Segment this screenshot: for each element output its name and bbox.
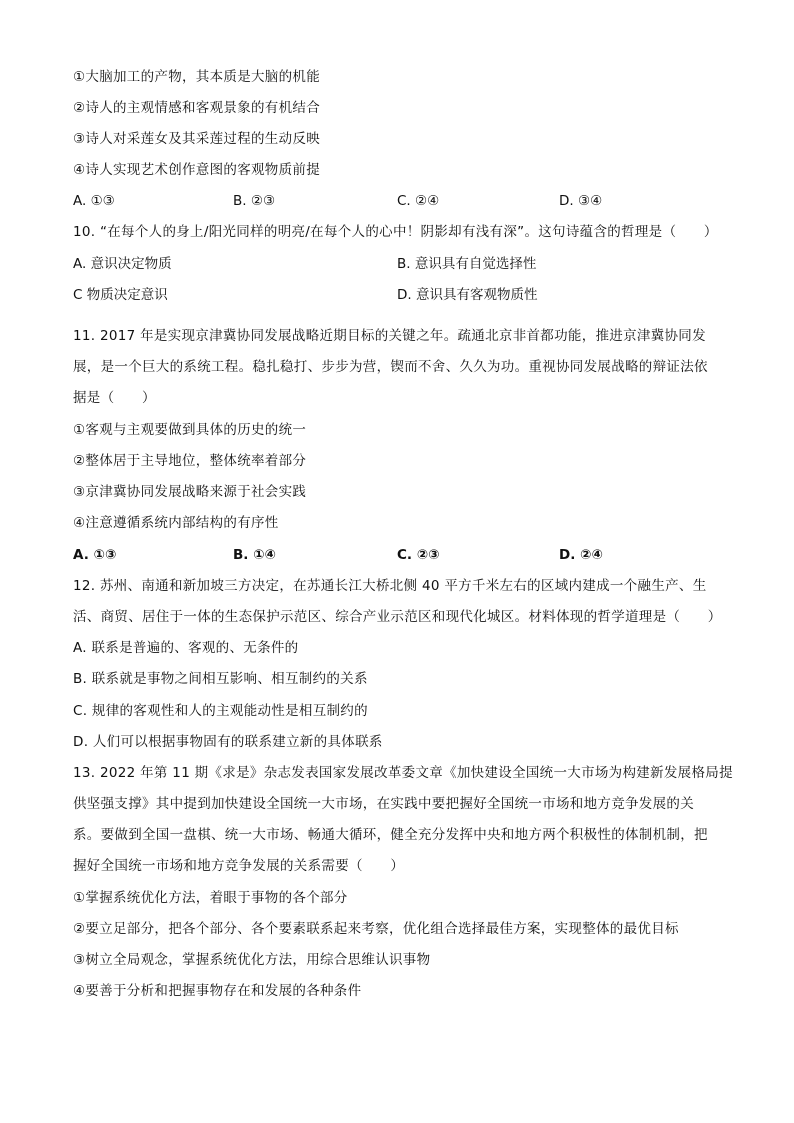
- q12-stem-line-2: 活、商贸、居住于一体的生态保护示范区、综合产业示范区和现代化城区。材料体现的哲学道理是（ ）: [73, 609, 722, 625]
- q11-option-c: C. ②③: [397, 547, 440, 563]
- q9-statement-4: ④诗人实现艺术创作意图的客观物质前提: [73, 162, 321, 178]
- q11-statement-4: ④注意遵循系统内部结构的有序性: [73, 515, 279, 531]
- q11-stem-line-2: 展，是一个巨大的系统工程。稳扎稳打、步步为营，锲而不舍、久久为功。重视协同发展战略的辩证法依: [73, 359, 708, 375]
- q11-stem-line-1: 11. 2017 年是实现京津冀协同发展战略近期目标的关键之年。疏通北京非首都功能，推进京津冀协同发: [73, 328, 706, 344]
- q12-option-a: A. 联系是普遍的、客观的、无条件的: [73, 640, 299, 656]
- q12-option-b: B. 联系就是事物之间相互影响、相互制约的关系: [73, 671, 368, 687]
- q9-option-a: A. ①③: [73, 193, 115, 209]
- q10-option-d: D. 意识具有客观物质性: [397, 287, 538, 303]
- q11-stem-line-3: 据是（ ）: [73, 390, 156, 406]
- q10-stem: 10. “在每个人的身上/阳光同样的明亮/在每个人的心中！阴影却有浅有深”。这句诗蕴含的哲理是（ ）: [73, 224, 718, 240]
- q9-statement-3: ③诗人对采莲女及其采莲过程的生动反映: [73, 131, 321, 147]
- q12-option-d: D. 人们可以根据事物固有的联系建立新的具体联系: [73, 734, 383, 750]
- q11-option-a: A. ①③: [73, 547, 117, 563]
- q12-option-c: C. 规律的客观性和人的主观能动性是相互制约的: [73, 703, 368, 719]
- q9-statement-2: ②诗人的主观情感和客观景象的有机结合: [73, 100, 321, 116]
- q12-stem-line-1: 12. 苏州、南通和新加坡三方决定，在苏通长江大桥北侧 40 平方千米左右的区域内建成一个融生产、生: [73, 578, 707, 594]
- q13-stem-line-4: 握好全国统一市场和地方竞争发展的关系需要（ ）: [73, 858, 405, 874]
- q13-statement-4: ④要善于分析和把握事物存在和发展的各种条件: [73, 983, 362, 999]
- q9-statement-1: ①大脑加工的产物，其本质是大脑的机能: [73, 69, 321, 85]
- q11-statement-3: ③京津冀协同发展战略来源于社会实践: [73, 484, 307, 500]
- q10-option-a: A. 意识决定物质: [73, 256, 172, 272]
- q13-statement-1: ①掌握系统优化方法，着眼于事物的各个部分: [73, 890, 348, 906]
- q10-option-c: C 物质决定意识: [73, 287, 168, 303]
- q11-statement-2: ②整体居于主导地位，整体统率着部分: [73, 453, 307, 469]
- q10-option-b: B. 意识具有自觉选择性: [397, 256, 537, 272]
- q11-option-d: D. ②④: [559, 547, 603, 563]
- q9-option-c: C. ②④: [397, 193, 440, 209]
- q13-stem-line-2: 供坚强支撑》其中提到加快建设全国统一大市场，在实践中要把握好全国统一市场和地方竞争发展的关: [73, 796, 694, 812]
- q13-stem-line-3: 系。要做到全国一盘棋、统一大市场、畅通大循环，健全充分发挥中央和地方两个积极性的体制机制，把: [73, 827, 708, 843]
- q13-statement-3: ③树立全局观念，掌握系统优化方法，用综合思维认识事物: [73, 952, 431, 968]
- q13-statement-2: ②要立足部分，把各个部分、各个要素联系起来考察，优化组合选择最佳方案，实现整体的最优目标: [73, 921, 679, 937]
- q9-option-d: D. ③④: [559, 193, 603, 209]
- q11-statement-1: ①客观与主观要做到具体的历史的统一: [73, 422, 307, 438]
- q11-option-b: B. ①④: [233, 547, 276, 563]
- q9-option-b: B. ②③: [233, 193, 276, 209]
- q13-stem-line-1: 13. 2022 年第 11 期《求是》杂志发表国家发展改革委文章《加快建设全国统一大市场为构建新发展格局提: [73, 765, 733, 781]
